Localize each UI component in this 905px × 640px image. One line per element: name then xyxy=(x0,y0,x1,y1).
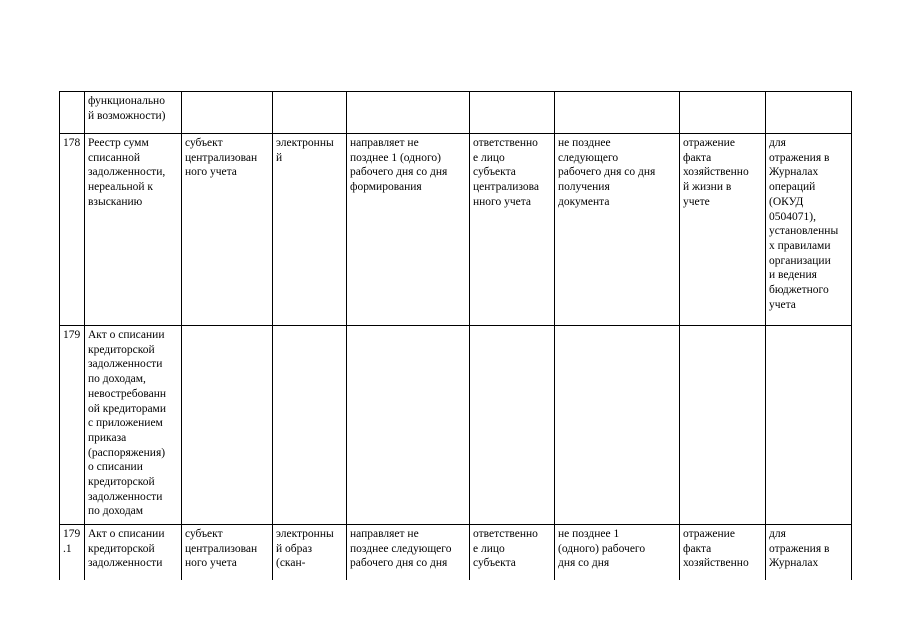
table-row xyxy=(60,134,852,326)
use-cell xyxy=(766,92,852,134)
row-number xyxy=(60,92,85,134)
use-cell: для отражения в Журналах операций (ОКУД 0504071), установленны х правилами организации и ведения бюджетного учета xyxy=(766,134,852,326)
use-cell: для отражения в Журналах xyxy=(766,525,852,605)
form-cell: электронны й xyxy=(273,134,347,326)
maker-cell: субъект централизован ного учета xyxy=(182,134,273,326)
form-cell xyxy=(273,326,347,525)
document-name-cell: Акт о списании кредиторской задолженности xyxy=(85,525,182,605)
form-cell: электронны й образ (скан- xyxy=(273,525,347,605)
document-name-cell: Реестр сумм списанной задолженности, нереальной к взысканию xyxy=(85,134,182,326)
row-number: 179 .1 xyxy=(60,525,85,605)
maker-cell xyxy=(182,92,273,134)
deadline-cell xyxy=(347,92,470,134)
deadline-cell xyxy=(347,326,470,525)
due-cell: не позднее 1 (одного) рабочего дня со дня xyxy=(555,525,680,605)
responsible-cell: ответственно е лицо субъекта xyxy=(470,525,555,605)
responsible-cell xyxy=(470,326,555,525)
due-cell: не позднее следующего рабочего дня со дня получения документа xyxy=(555,134,680,326)
responsible-cell xyxy=(470,92,555,134)
page-bottom-margin xyxy=(0,580,905,640)
table-row xyxy=(60,326,852,525)
purpose-cell xyxy=(680,92,766,134)
responsible-cell: ответственно е лицо субъекта централизова нного учета xyxy=(470,134,555,326)
document-name-cell: Акт о списании кредиторской задолженности по доходам, невостребованн ой кредиторами с приложением приказа (распоряжения) о списании кредиторской задолженности по доходам xyxy=(85,326,182,525)
maker-cell xyxy=(182,326,273,525)
row-number: 179 xyxy=(60,326,85,525)
row-number: 178 xyxy=(60,134,85,326)
document-name-cell: функционально й возможности) xyxy=(85,92,182,134)
document-table xyxy=(59,91,852,605)
form-cell xyxy=(273,92,347,134)
deadline-cell: направляет не позднее следующего рабочего дня со дня xyxy=(347,525,470,605)
use-cell xyxy=(766,326,852,525)
due-cell xyxy=(555,326,680,525)
purpose-cell xyxy=(680,326,766,525)
maker-cell: субъект централизован ного учета xyxy=(182,525,273,605)
deadline-cell: направляет не позднее 1 (одного) рабочего дня со дня формирования xyxy=(347,134,470,326)
due-cell xyxy=(555,92,680,134)
purpose-cell: отражение факта хозяйственно й жизни в учете xyxy=(680,134,766,326)
purpose-cell: отражение факта хозяйственно xyxy=(680,525,766,605)
table-row xyxy=(60,92,852,134)
